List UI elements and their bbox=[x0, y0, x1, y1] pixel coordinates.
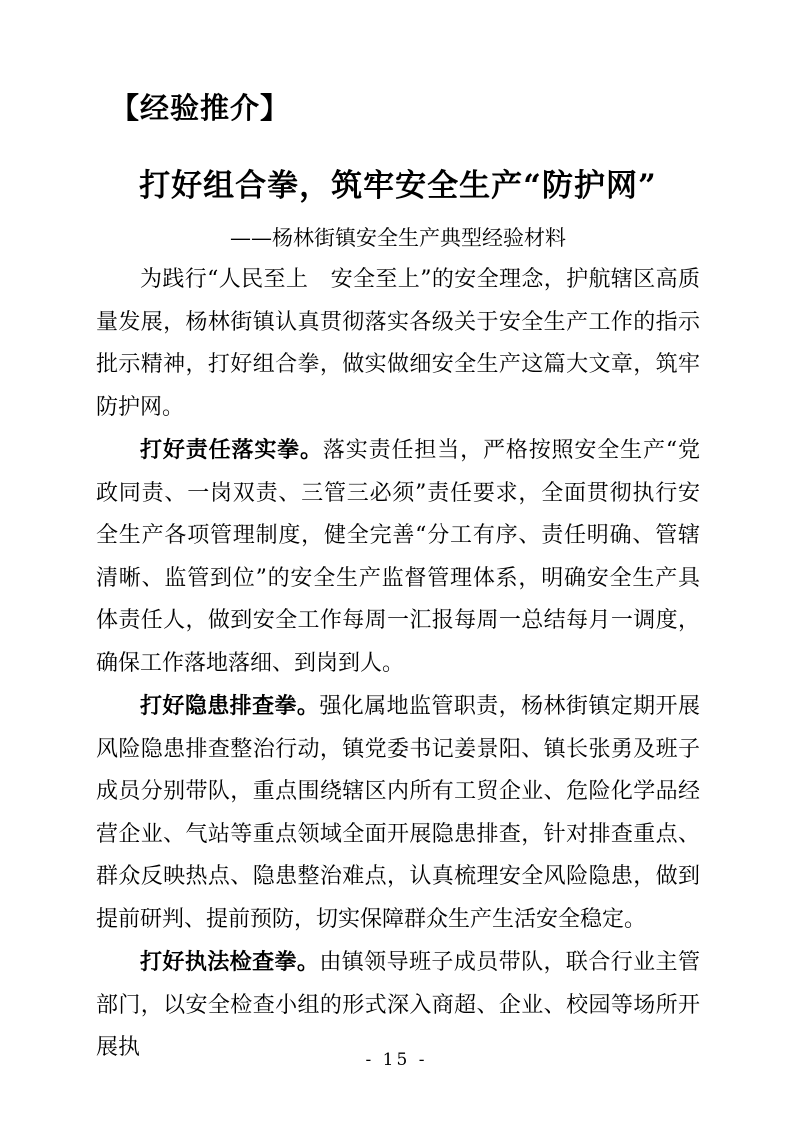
document-subtitle: ——杨林街镇安全生产典型经验材料 bbox=[230, 226, 566, 250]
paragraph-text: 由镇领导班子成员带队，联合行业主管部门，以安全检查小组的形式深入商超、企业、校园等场所开展执 bbox=[96, 950, 700, 1060]
section-header: 【经验推介】 bbox=[110, 91, 291, 125]
document-body bbox=[96, 258, 700, 1070]
paragraph-text: 为践行“人民至上 安全至上”的安全理念，护航辖区高质量发展，杨林街镇认真贯彻落实各级关于安全生产工作的指示批示精神，打好组合拳，做实做细安全生产这篇大文章，筑牢防护网。 bbox=[96, 267, 700, 420]
paragraph-lead: 打好执法检查拳。 bbox=[140, 949, 320, 975]
paragraph bbox=[96, 258, 700, 429]
paragraph-text: 强化属地监管职责，杨林街镇定期开展风险隐患排查整治行动，镇党委书记姜景阳、镇长张勇及班子成员分别带队，重点围绕辖区内所有工贸企业、危险化学品经营企业、气站等重点领域全面开展隐患排查，针对排查重点、群众反映热点、隐患整治难点，认真梳理安全风险隐患，做到提前研判、提前预防，切实保障群众生产生活安全稳定。 bbox=[96, 694, 700, 932]
paragraph-lead: 打好责任落实拳。 bbox=[140, 437, 323, 463]
paragraph-text: 落实责任担当，严格按照安全生产“党政同责、一岗双责、三管三必须”责任要求，全面贯彻执行安全生产各项管理制度，健全完善“分工有序、责任明确、管辖清晰、监管到位”的安全生产监督管理体系，明确安全生产具体责任人，做到安全工作每周一汇报每周一总结每月一调度，确保工作落地落细、到岗到人。 bbox=[96, 438, 700, 676]
document-title: 打好组合拳，筑牢安全生产“防护网” bbox=[139, 168, 657, 204]
paragraph bbox=[96, 429, 700, 685]
page-number: - 15 - bbox=[365, 1050, 428, 1070]
paragraph bbox=[96, 685, 700, 941]
paragraph-lead: 打好隐患排查拳。 bbox=[140, 693, 320, 719]
